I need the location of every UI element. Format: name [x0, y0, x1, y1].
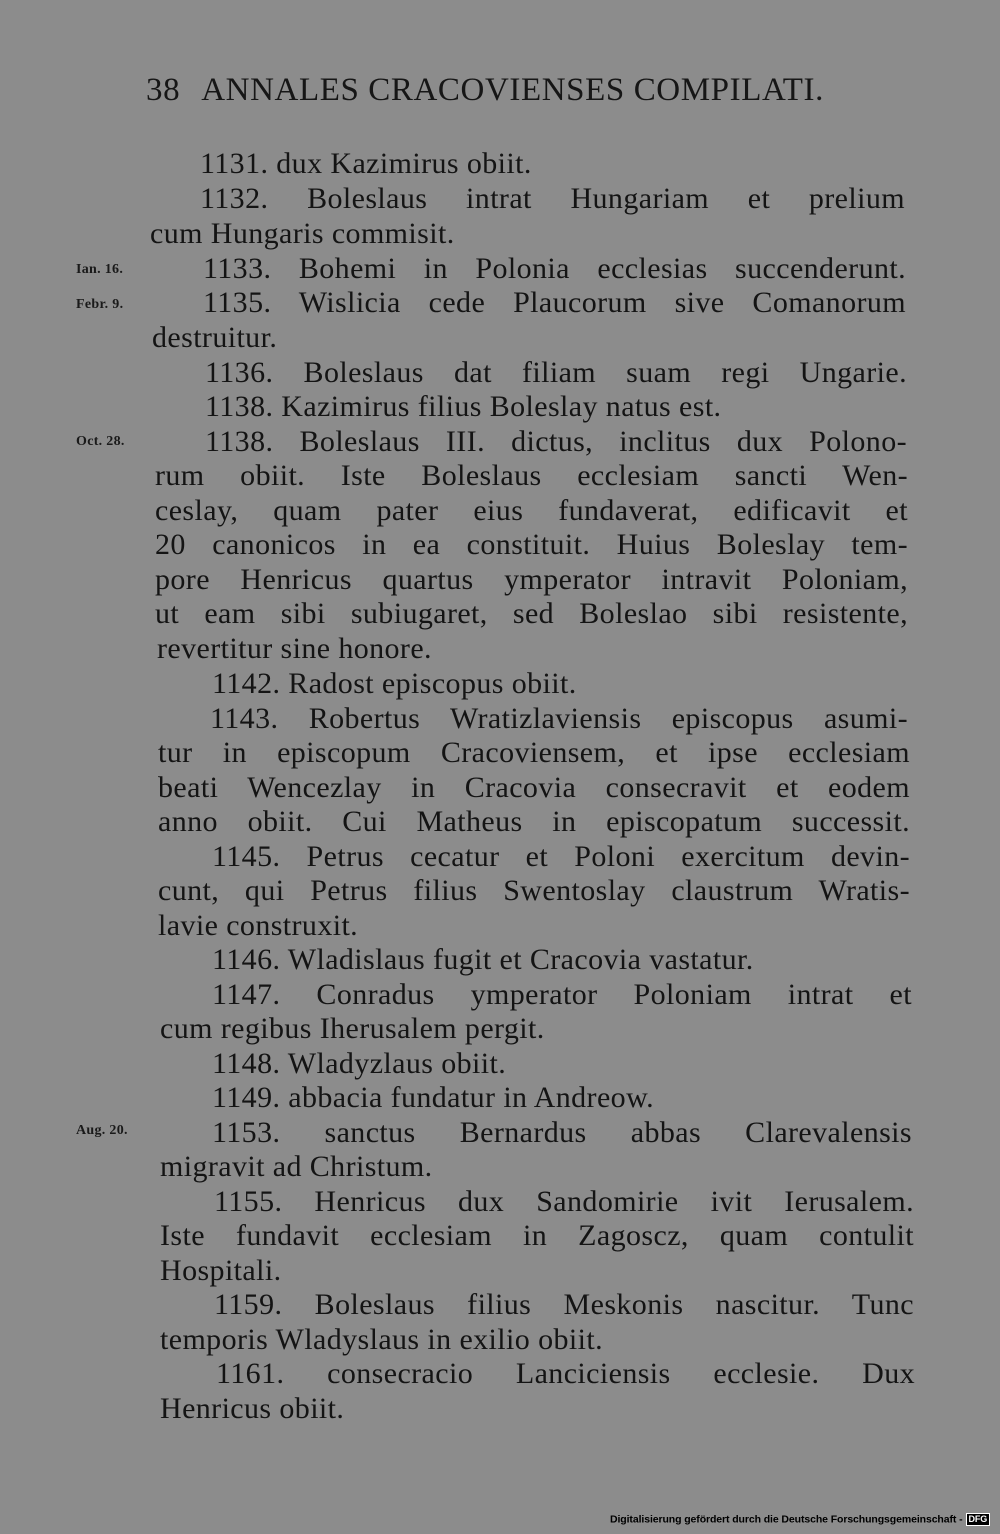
funding-credit-text: Digitalisierung gefördert durch die Deutsche Forschungsgemeinschaft -	[610, 1513, 963, 1526]
text-line: migravit ad Christum.	[160, 1150, 433, 1183]
text-line: Iste fundavit ecclesiam in Zagoscz, quam contulit	[160, 1219, 914, 1252]
text-line: ceslay, quam pater eius fundaverat, edificavit et	[155, 494, 908, 527]
running-header	[146, 72, 846, 109]
text-line: lavie construxit.	[158, 909, 359, 942]
page-number: 38	[146, 72, 181, 108]
text-line: 1146. Wladislaus fugit et Cracovia vastatur.	[212, 943, 754, 976]
text-line: 1142. Radost episcopus obiit.	[212, 667, 577, 700]
text-line: 1159. Boleslaus filius Meskonis nascitur. Tunc	[214, 1288, 914, 1321]
text-line: revertitur sine honore.	[157, 632, 432, 665]
text-line: tur in episcopum Cracoviensem, et ipse ecclesiam	[158, 736, 910, 769]
text-line: 1132. Boleslaus intrat Hungariam et prelium	[200, 182, 905, 215]
text-line: 1136. Boleslaus dat filiam suam regi Ungarie.	[205, 356, 907, 389]
text-line: 1148. Wladyzlaus obiit.	[212, 1047, 507, 1080]
text-line: 1145. Petrus cecatur et Poloni exercitum devin-	[212, 840, 910, 873]
text-line: cunt, qui Petrus filius Swentoslay claustrum Wratis-	[158, 874, 910, 907]
text-line: Hospitali.	[160, 1254, 282, 1287]
text-line: Henricus obiit.	[160, 1392, 345, 1425]
text-line: temporis Wladyslaus in exilio obiit.	[160, 1323, 603, 1356]
text-line: 20 canonicos in ea constituit. Huius Boleslay tem-	[155, 528, 908, 561]
text-line: cum Hungaris commisit.	[150, 217, 455, 250]
text-line: 1135. Wislicia cede Plaucorum sive Comanorum	[203, 286, 906, 319]
text-line: 1143. Robertus Wratizlaviensis episcopus asumi-	[210, 702, 908, 735]
text-line: 1138. Boleslaus III. dictus, inclitus dux Polono-	[205, 425, 907, 458]
text-line: 1155. Henricus dux Sandomirie ivit Ierusalem.	[214, 1185, 914, 1218]
dfg-logo: DFG	[966, 1513, 991, 1526]
funding-credit	[610, 1513, 990, 1526]
margin-date-1138: Oct. 28.	[76, 434, 125, 449]
margin-date-1153: Aug. 20.	[76, 1123, 128, 1138]
margin-date-1135: Febr. 9.	[76, 297, 124, 312]
text-line: 1133. Bohemi in Polonia ecclesias succenderunt.	[203, 252, 906, 285]
text-line: 1161. consecracio Lanciciensis ecclesie. Dux	[216, 1357, 915, 1390]
text-line: anno obiit. Cui Matheus in episcopatum successit.	[158, 805, 910, 838]
running-title: ANNALES CRACOVIENSES COMPILATI.	[201, 72, 824, 108]
text-line: 1149. abbacia fundatur in Andreow.	[212, 1081, 655, 1114]
text-line: destruitur.	[152, 321, 278, 354]
text-line: 1138. Kazimirus filius Boleslay natus est.	[205, 390, 722, 423]
text-line: cum regibus Iherusalem pergit.	[160, 1012, 545, 1045]
text-line: 1153. sanctus Bernardus abbas Clarevalensis	[212, 1116, 912, 1149]
annals-text	[0, 140, 1000, 1440]
text-line: pore Henricus quartus ymperator intravit Poloniam,	[155, 563, 908, 596]
text-line: rum obiit. Iste Boleslaus ecclesiam sancti Wen-	[155, 459, 908, 492]
text-line: beati Wencezlay in Cracovia consecravit et eodem	[158, 771, 910, 804]
text-line: ut eam sibi subiugaret, sed Boleslao sibi resistente,	[155, 597, 908, 630]
text-line: 1131. dux Kazimirus obiit.	[200, 147, 532, 180]
margin-date-1133: Ian. 16.	[76, 262, 124, 277]
text-line: 1147. Conradus ymperator Poloniam intrat et	[212, 978, 912, 1011]
